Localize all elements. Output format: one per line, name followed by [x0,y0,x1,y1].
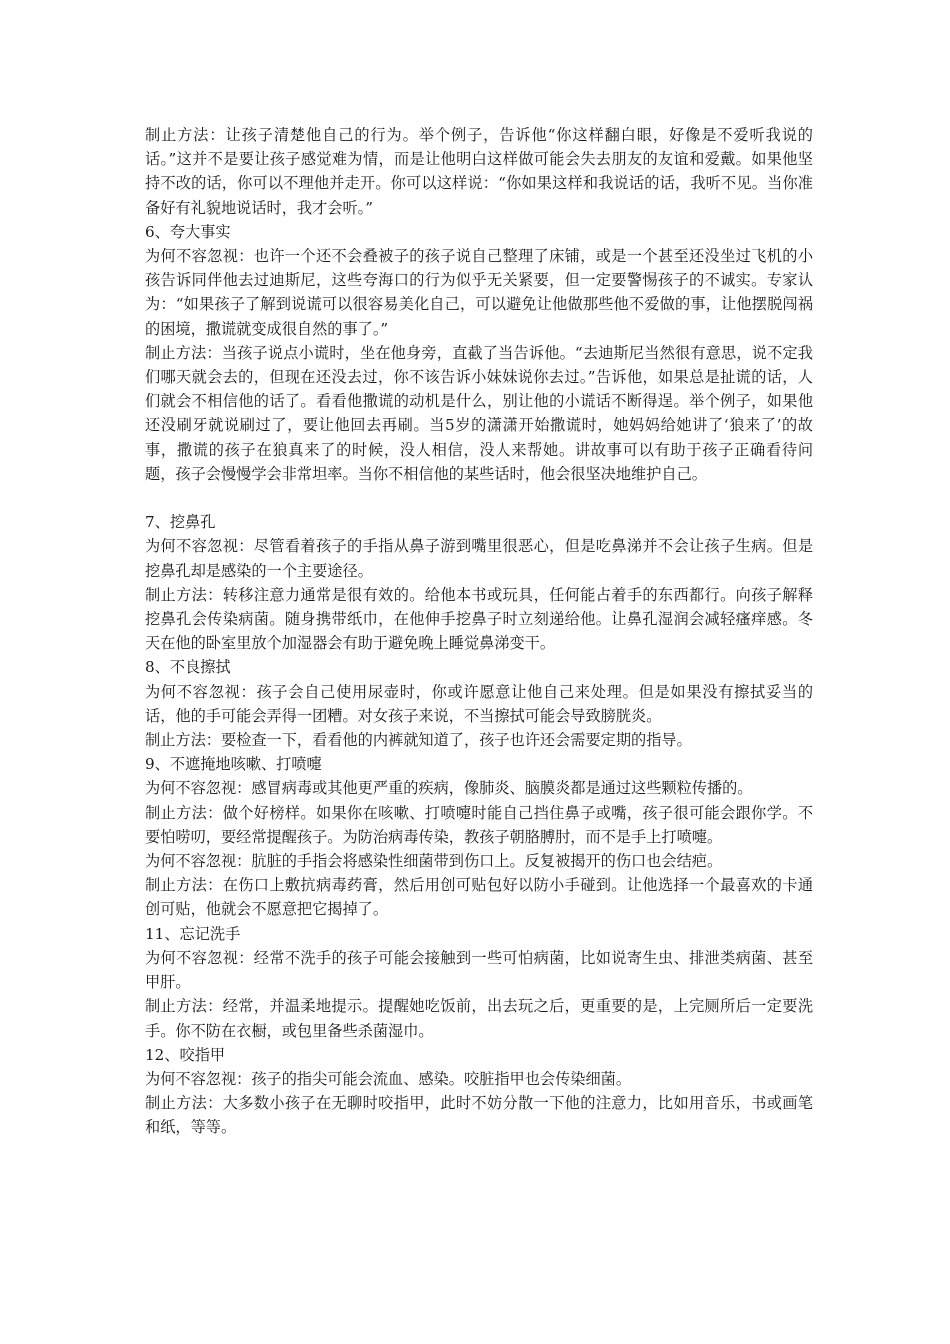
paragraph: 制止方法：大多数小孩子在无聊时咬指甲，此时不妨分散一下他的注意力，比如用音乐，书或画笔和纸，等等。 [145,1094,813,1137]
blank-line [145,486,813,510]
section-heading: 12、咬指甲 [145,1045,226,1064]
paragraph: 制止方法：让孩子清楚他自己的行为。举个例子，告诉他“你这样翻白眼，好像是不爱听我说的话。”这并不是要让孩子感觉难为情，而是让他明白这样做可能会失去朋友的友谊和爱戴。如果他坚持不改的话，你可以不理他并走开。你可以这样说：“你如果这样和我说话的话，我听不见。当你准备好有礼貌地说话时，我才会听。” [145,126,813,217]
document-body [145,123,813,1140]
paragraph: 制止方法：在伤口上敷抗病毒药膏，然后用创可贴包好以防小手碰到。让他选择一个最喜欢的卡通创可贴，他就会不愿意把它揭掉了。 [145,876,813,919]
section-heading: 9、不遮掩地咳嗽、打喷嚏 [145,755,322,774]
paragraph: 制止方法：转移注意力通常是很有效的。给他本书或玩具，任何能占着手的东西都行。向孩子解释挖鼻孔会传染病菌。随身携带纸巾，在他伸手挖鼻子时立刻递给他。让鼻孔湿润会减轻瘙痒感。冬天在他的卧室里放个加湿器会有助于避免晚上睡觉鼻涕变干。 [145,585,813,653]
section-heading: 7、挖鼻孔 [145,513,216,532]
paragraph: 制止方法：要检查一下，看看他的内裤就知道了，孩子也许还会需要定期的指导。 [145,731,692,750]
paragraph: 为何不容忽视：也许一个还不会叠被子的孩子说自己整理了床铺，或是一个甚至还没坐过飞机的小孩告诉同伴他去过迪斯尼，这些夸海口的行为似乎无关紧要，但一定要警惕孩子的不诚实。专家认为：“如果孩子了解到说谎可以很容易美化自己，可以避免让他做那些他不爱做的事，让他摆脱闯祸的困境，撒谎就变成很自然的事了。” [145,247,813,338]
section-heading: 6、夸大事实 [145,222,231,241]
paragraph: 为何不容忽视：尽管看着孩子的手指从鼻子游到嘴里很恶心，但是吃鼻涕并不会让孩子生病。但是挖鼻孔却是感染的一个主要途径。 [145,537,813,580]
paragraph: 为何不容忽视：经常不洗手的孩子可能会接触到一些可怕病菌，比如说寄生虫、排泄类病菌、甚至甲肝。 [145,948,813,992]
paragraph: 制止方法：经常，并温柔地提示。提醒她吃饭前，出去玩之后，更重要的是，上完厕所后一定要洗手。你不防在衣橱，或包里备些杀菌湿巾。 [145,997,813,1040]
paragraph: 制止方法：当孩子说点小谎时，坐在他身旁，直截了当告诉他。“去迪斯尼当然很有意思，说不定我们哪天就会去的，但现在还没去过，你不该告诉小妹妹说你去过。”告诉他，如果总是扯谎的话，人们就会不相信他的话了。看看他撒谎的动机是什么，别让他的小谎话不断得逞。举个例子，如果他还没刷牙就说刷过了，要让他回去再刷。当5岁的潇潇开始撒谎时，她妈妈给她讲了‘狼来了’的故事，撒谎的孩子在狼真来了的时候，没人相信，没人来帮她。讲故事可以有助于孩子正确看待问题，孩子会慢慢学会非常坦率。当你不相信他的某些话时，他会很坚决地维护自己。 [145,343,813,483]
paragraph: 为何不容忽视：孩子的指尖可能会流血、感染。咬脏指甲也会传染细菌。 [145,1069,631,1088]
section-heading: 11、忘记洗手 [145,924,241,943]
paragraph: 为何不容忽视：孩子会自己使用尿壶时，你或许愿意让他自己来处理。但是如果没有擦拭妥当的话，他的手可能会弄得一团糟。对女孩子来说，不当擦拭可能会导致膀胱炎。 [145,682,813,725]
section-heading: 8、不良擦拭 [145,658,231,677]
paragraph: 为何不容忽视：感冒病毒或其他更严重的疾病，像肺炎、脑膜炎都是通过这些颗粒传播的。 [145,779,753,798]
paragraph: 制止方法：做个好榜样。如果你在咳嗽、打喷嚏时能自己挡住鼻子或嘴，孩子很可能会跟你学。不要怕唠叨，要经常提醒孩子。为防治病毒传染，教孩子朝胳膊肘，而不是手上打喷嚏。 [145,803,813,846]
paragraph: 为何不容忽视：肮脏的手指会将感染性细菌带到伤口上。反复被揭开的伤口也会结疤。 [145,852,723,871]
